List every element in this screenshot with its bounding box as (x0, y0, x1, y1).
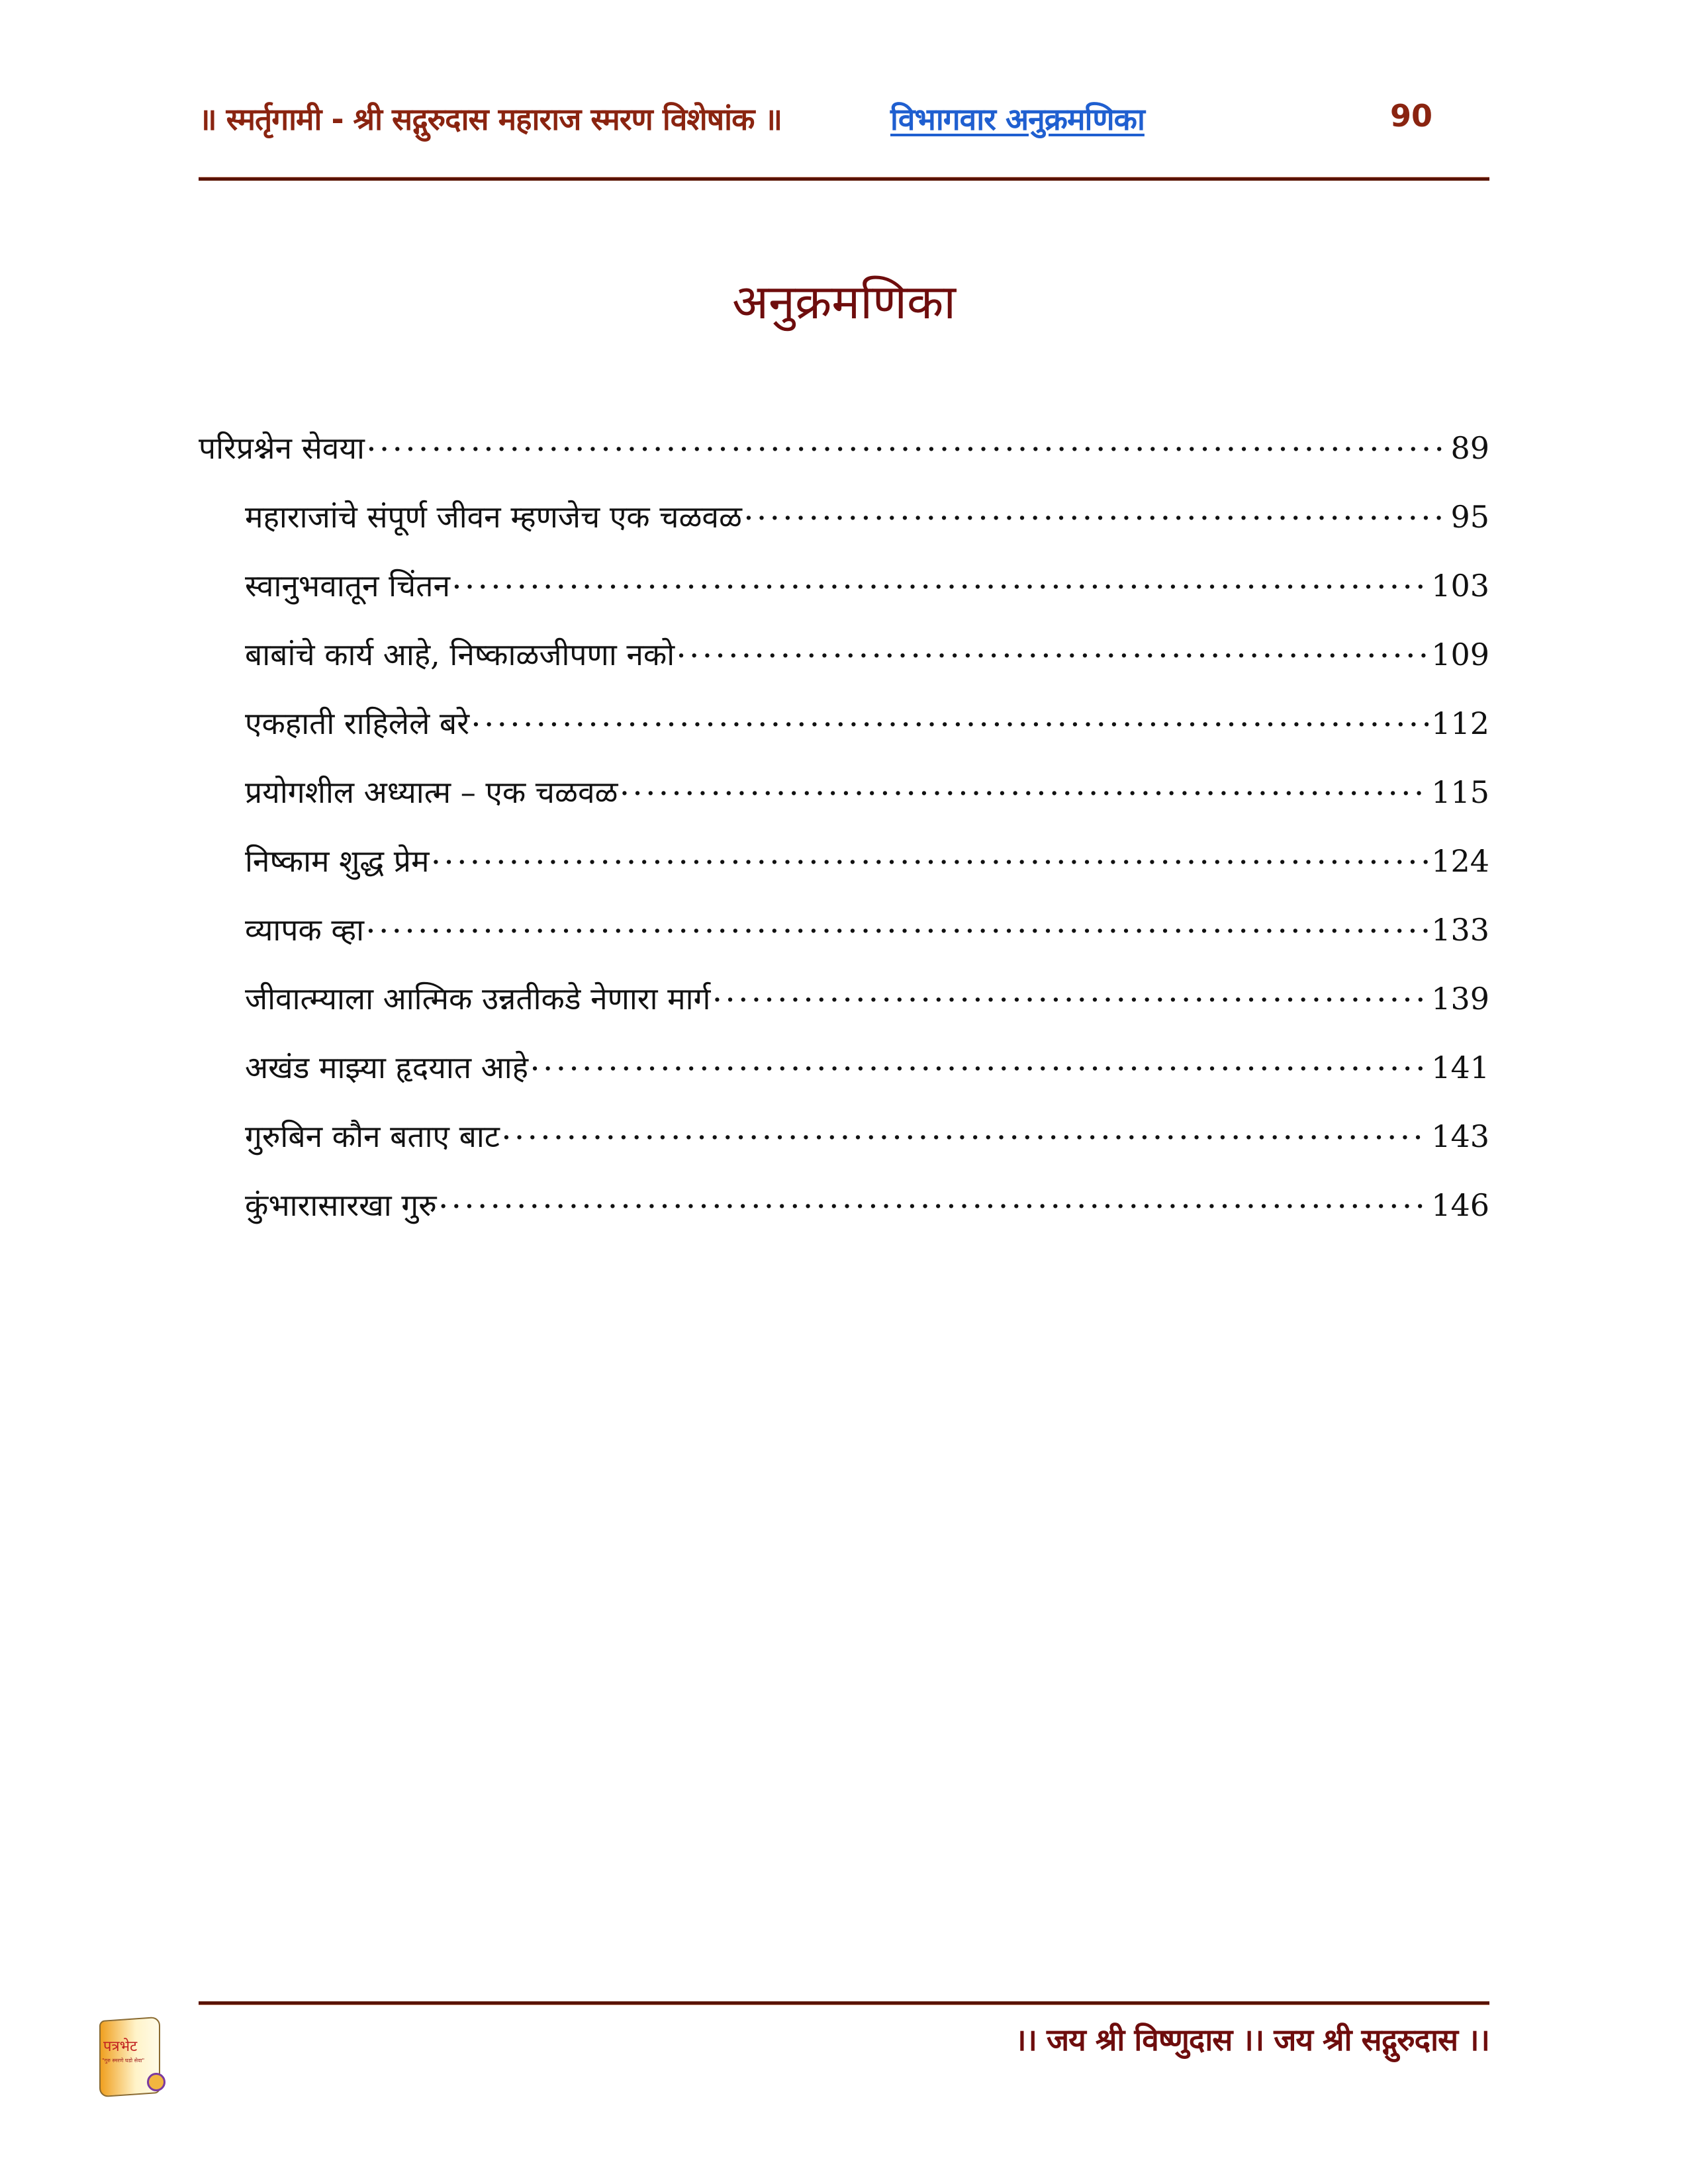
toc-entry-page: 141 (1431, 1050, 1489, 1085)
dot-leader (453, 566, 1429, 596)
toc-entry-title: महाराजांचे संपूर्ण जीवन म्हणजेच एक चळवळ (245, 499, 742, 535)
toc-entry-page: 109 (1431, 637, 1489, 672)
footer-divider (199, 2001, 1489, 2005)
toc-entry-page: 139 (1431, 981, 1489, 1017)
table-of-contents (199, 427, 1489, 1253)
header-divider (199, 177, 1489, 181)
toc-entry[interactable] (199, 978, 1489, 1046)
toc-entry-title: एकहाती राहिलेले बरे (245, 705, 470, 741)
toc-entry[interactable] (199, 702, 1489, 771)
page-header (199, 98, 1489, 158)
toc-entry-page: 133 (1431, 912, 1489, 948)
toc-entry-title: निष्काम शुद्ध प्रेम (245, 843, 430, 879)
toc-entry[interactable] (199, 565, 1489, 633)
logo-label: पत्रभेट (103, 2038, 138, 2055)
toc-entry-page: 112 (1431, 705, 1489, 741)
toc-entry-page: 115 (1431, 774, 1489, 810)
section-index-link[interactable]: विभागवार अनुक्रमणिका (890, 101, 1145, 137)
dot-leader (713, 979, 1429, 1009)
toc-entry-title: व्यापक व्हा (245, 912, 365, 948)
dot-leader (440, 1185, 1429, 1216)
patrabhet-logo (93, 2012, 172, 2105)
toc-entry[interactable] (199, 771, 1489, 840)
dot-leader (432, 841, 1429, 872)
page-title: अनुक्रमणिका (732, 274, 956, 330)
toc-entry-title: कुंभारासारखा गुरु (245, 1187, 437, 1223)
publication-title: ॥ स्मर्तृगामी - श्री सद्गुरुदास महाराज स्मरण विशेषांक ॥ (199, 101, 782, 137)
logo-tagline: "गुरु स्मरणे घडो सेवा" (102, 2058, 145, 2064)
dot-leader (531, 1048, 1429, 1078)
toc-entry[interactable] (199, 427, 1489, 496)
toc-entry-title: गुरुबिन कौन बताए बाट (245, 1118, 500, 1154)
page-number: 90 (1390, 98, 1433, 134)
dot-leader (502, 1116, 1429, 1147)
toc-entry[interactable] (199, 909, 1489, 978)
dot-leader (367, 910, 1429, 940)
toc-entry-page: 103 (1431, 568, 1489, 604)
toc-entry[interactable] (199, 496, 1489, 565)
toc-entry-page: 89 (1450, 430, 1489, 466)
toc-entry-page: 124 (1431, 843, 1489, 879)
dot-leader (745, 497, 1447, 527)
toc-entry-title: परिप्रश्नेन सेवया (199, 430, 365, 466)
toc-entry[interactable] (199, 1115, 1489, 1184)
ribbon-badge-icon (147, 2073, 165, 2091)
dot-leader (677, 635, 1429, 665)
toc-entry-title: जीवात्म्याला आत्मिक उन्नतीकडे नेणारा मार्ग (245, 981, 711, 1017)
dot-leader (620, 772, 1429, 803)
toc-entry-title: प्रयोगशील अध्यात्म – एक चळवळ (245, 774, 618, 810)
dot-leader (472, 704, 1429, 734)
toc-entry-title: स्वानुभवातून चिंतन (245, 568, 450, 604)
toc-entry[interactable] (199, 1184, 1489, 1253)
toc-entry[interactable] (199, 633, 1489, 702)
toc-entry-page: 146 (1431, 1187, 1489, 1223)
toc-entry-title: अखंड माझ्या हृदयात आहे (245, 1050, 529, 1085)
toc-entry-page: 95 (1450, 499, 1489, 535)
toc-entry-page: 143 (1431, 1118, 1489, 1154)
dot-leader (367, 428, 1447, 459)
toc-entry-title: बाबांचे कार्य आहे, निष्काळजीपणा नको (245, 637, 675, 672)
footer-salutation: ।। जय श्री विष्णुदास ।। जय श्री सद्गुरुदास ।। (1015, 2022, 1489, 2058)
toc-entry[interactable] (199, 1046, 1489, 1115)
toc-entry[interactable] (199, 840, 1489, 909)
